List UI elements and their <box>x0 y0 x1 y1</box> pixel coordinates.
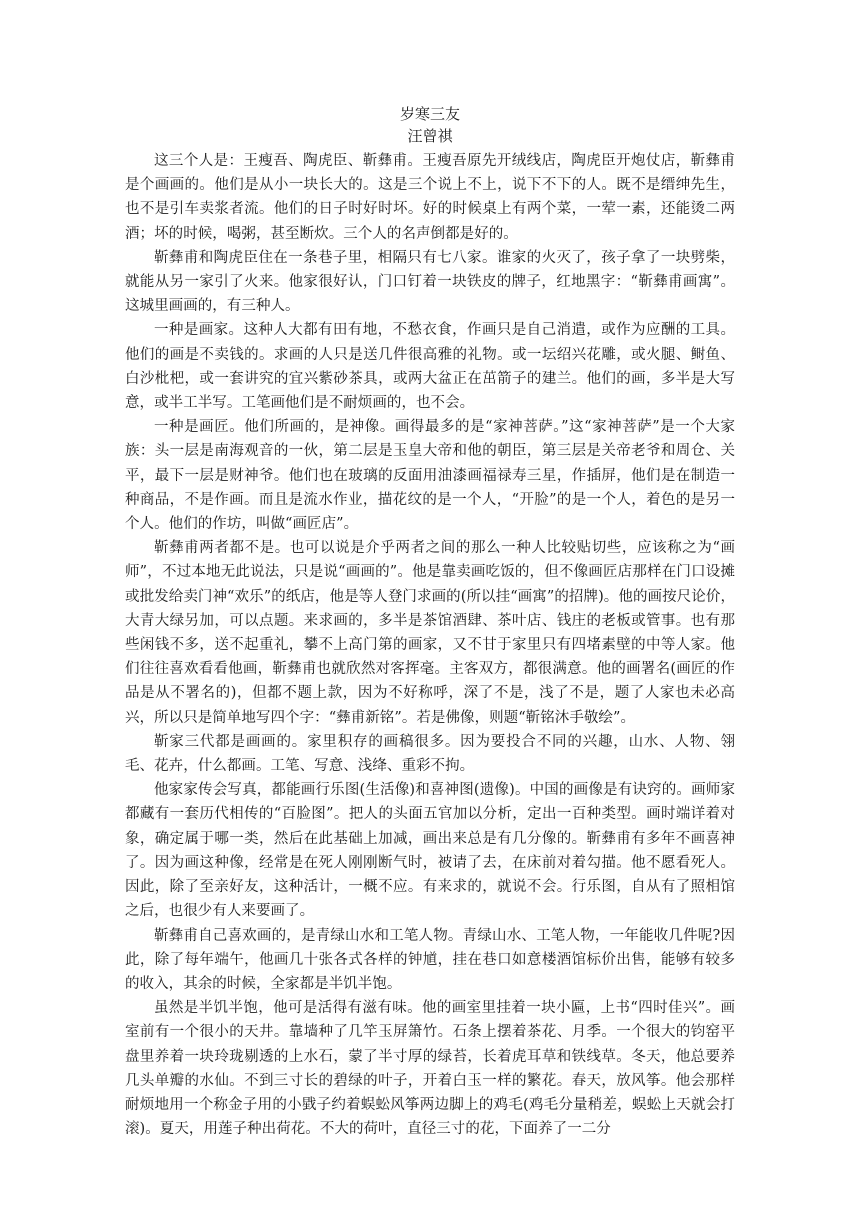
paragraph: 一种是画匠。他们所画的，是神像。画得最多的是“家神菩萨。”这“家神菩萨”是一个大家族：头一层是南海观音的一伙，第二层是玉皇大帝和他的朝臣，第三层是关帝老爷和周仓、关平，最下一层是财神爷。他们也在玻璃的反面用油漆画福禄寿三星，作插屏，他们是在制造一种商品，不是作画。而且是流水作业，描花纹的是一个人，“开脸”的是一个人，着色的是另一个人。他们的作坊，叫做“画匠店”。 <box>125 419 735 533</box>
paragraph: 靳彝甫两者都不是。也可以说是介乎两者之间的那么一种人比较贴切些，应该称之为“画师”，不过本地无此说法，只是说“画画的”。他是靠卖画吃饭的，但不像画匠店那样在门口设摊或批发给卖门神“欢乐”的纸店，他是等人登门求画的(所以挂“画寓”的招牌)。他的画按尺论价，大青大绿另加，可以点题。来求画的，多半是茶馆酒肆、茶叶店、钱庄的老板或管事。也有那些闲钱不多，送不起重礼，攀不上高门第的画家，又不甘于家里只有四堵素壁的中等人家。他们往往喜欢看看他画，靳彝甫也就欣然对客挥毫。主客双方，都很满意。他的画署名(画匠的作品是从不署名的)，但都不题上款，因为不好称呼，深了不是，浅了不是，题了人家也未必高兴，所以只是简单地写四个字：“彝甫新铭”。若是佛像，则题“靳铭沐手敬绘”。 <box>125 540 735 726</box>
paragraph: 靳彝甫自己喜欢画的，是青绿山水和工笔人物。青绿山水、工笔人物，一年能收几件呢?因此，除了每年端午，他画几十张各式各样的钟馗，挂在巷口如意楼酒馆标价出售，能够有较多的收入，其余的时候，全家都是半饥半饱。 <box>125 927 735 992</box>
document-body <box>125 149 735 1141</box>
paragraph: 靳家三代都是画画的。家里积存的画稿很多。因为要投合不同的兴趣，山水、人物、翎毛、花卉，什么都画。工笔、写意、浅绛、重彩不拘。 <box>125 733 735 775</box>
paragraph: 虽然是半饥半饱，他可是活得有滋有味。他的画室里挂着一块小匾，上书“四时佳兴”。画室前有一个很小的天井。靠墙种了几竿玉屏箫竹。石条上摆着茶花、月季。一个很大的钧窑平盘里养着一块玲珑剔透的上水石，蒙了半寸厚的绿苔，长着虎耳草和铁线草。冬天，他总要养几头单瓣的水仙。不到三寸长的碧绿的叶子，开着白玉一样的繁花。春天，放风筝。他会那样耐烦地用一个称金子用的小戥子约着蜈蚣风筝两边脚上的鸡毛(鸡毛分量稍差，蜈蚣上天就会打滚)。夏天，用莲子种出荷花。不大的荷叶，直径三寸的花，下面养了一二分 <box>125 1000 735 1138</box>
paragraph: 一种是画家。这种人大都有田有地，不愁衣食，作画只是自己消遣，或作为应酬的工具。他们的画是不卖钱的。求画的人只是送几件很高雅的礼物。或一坛绍兴花雕，或火腿、鲥鱼、白沙枇杷，或一套讲究的宜兴紫砂茶具，或两大盆正在茁箭子的建兰。他们的画，多半是大写意，或半工半写。工笔画他们是不耐烦画的，也不会。 <box>125 322 735 412</box>
document-author: 汪曾祺 <box>407 127 453 145</box>
document-title: 岁寒三友 <box>399 105 460 123</box>
paragraph: 他家家传会写真，都能画行乐图(生活像)和喜神图(遗像)。中国的画像是有诀窍的。画师家都藏有一套历代相传的“百脸图”。把人的头面五官加以分析，定出一百种类型。画时端详着对象，确定属于哪一类，然后在此基础上加减，画出来总是有几分像的。靳彝甫有多年不画喜神了。因为画这种像，经常是在死人刚刚断气时，被请了去，在床前对着勾描。他不愿看死人。因此，除了至亲好友，这种活计，一概不应。有来求的，就说不会。行乐图，自从有了照相馆之后，也很少有人来要画了。 <box>125 782 735 920</box>
paragraph: 这三个人是：王瘦吾、陶虎臣、靳彝甫。王瘦吾原先开绒线店，陶虎臣开炮仗店，靳彝甫是个画画的。他们是从小一块长大的。这是三个说上不上，说下不下的人。既不是缙绅先生，也不是引车卖浆者流。他们的日子时好时坏。好的时候桌上有两个菜，一荤一素，还能烫二两酒；坏的时候，喝粥，甚至断炊。三个人的名声倒都是好的。 <box>125 153 735 242</box>
document-page <box>125 103 735 1141</box>
paragraph: 靳彝甫和陶虎臣住在一条巷子里，相隔只有七八家。谁家的火灭了，孩子拿了一块劈柴，就能从另一家引了火来。他家很好认，门口钉着一块铁皮的牌子，红地黑字：“靳彝甫画寓”。这城里画画的，有三种人。 <box>125 249 735 315</box>
